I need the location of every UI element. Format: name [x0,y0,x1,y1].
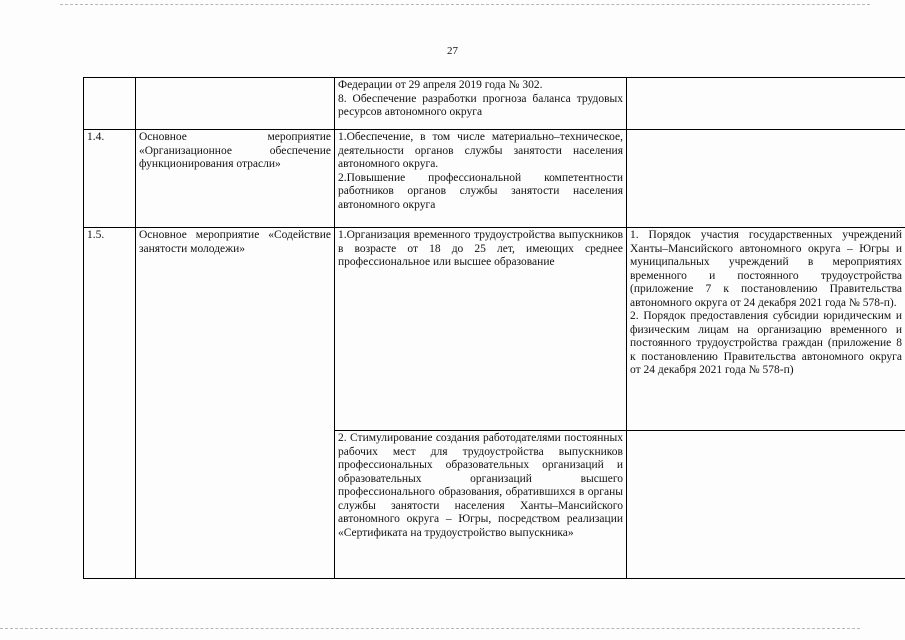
page-number: 27 [447,45,458,57]
activity-text: 1.Обеспечение, в том числе материально–техническое, деятельности органов службы занятости населения автономного округа. [338,131,623,170]
row-name [136,78,335,130]
activity-text: 2.Повышение профессиональной компетентности работников органов службы занятости населения автономного округа [338,171,623,211]
document-text: 2. Порядок предоставления субсидии юридическим и физическим лицам на организацию временного и постоянного трудоустройства граждан (приложение 8 к постановлению Правительства автономного округа от 24 декабря 2021 года № 578-п) [630,310,902,376]
table-row [84,130,905,228]
scan-edge-bottom [0,628,860,630]
table-row [84,78,905,130]
documents-cell [627,228,905,431]
activity-text: Федерации от 29 апреля 2019 года № 302. [338,79,543,91]
document-text: 1. Порядок участия государственных учреждений Ханты–Мансийского автономного округа – Югры и муниципальных учреждений в мероприятиях временного и постоянного трудоустройства (приложение 7 к постановлению Правительства автономного округа от 24 декабря 2021 года № 578-п). [630,229,902,309]
documents-cell [627,130,905,228]
activities-cell: 1.Организация временного трудоустройства выпускников в возрасте от 18 до 25 лет, имеющих среднее профессиональное или высшее образование [335,228,627,431]
activity-text: 8. Обеспечение разработки прогноза баланса трудовых ресурсов автономного округа [338,92,623,118]
row-number [84,78,136,130]
row-number: 1.5. [84,228,136,579]
program-table [83,77,905,579]
table-row [84,228,905,431]
documents-cell [627,431,905,579]
activities-cell [335,130,627,228]
documents-cell [627,78,905,130]
row-name: Основное мероприятие «Организационное обеспечение функционирования отрасли» [136,130,335,228]
row-name: Основное мероприятие «Содействие занятости молодежи» [136,228,335,579]
activities-cell [335,78,627,130]
activities-cell: 2. Стимулирование создания работодателями постоянных рабочих мест для трудоустройства выпускников профессиональных образовательных организаций и образовательных организаций высшего профессионального образования, обратившихся в органы службы занятости населения Ханты–Мансийского автономного округа – Югры, посредством реализации «Сертификата на трудоустройство выпускника» [335,431,627,579]
scan-edge-top [60,4,870,6]
row-number: 1.4. [84,130,136,228]
